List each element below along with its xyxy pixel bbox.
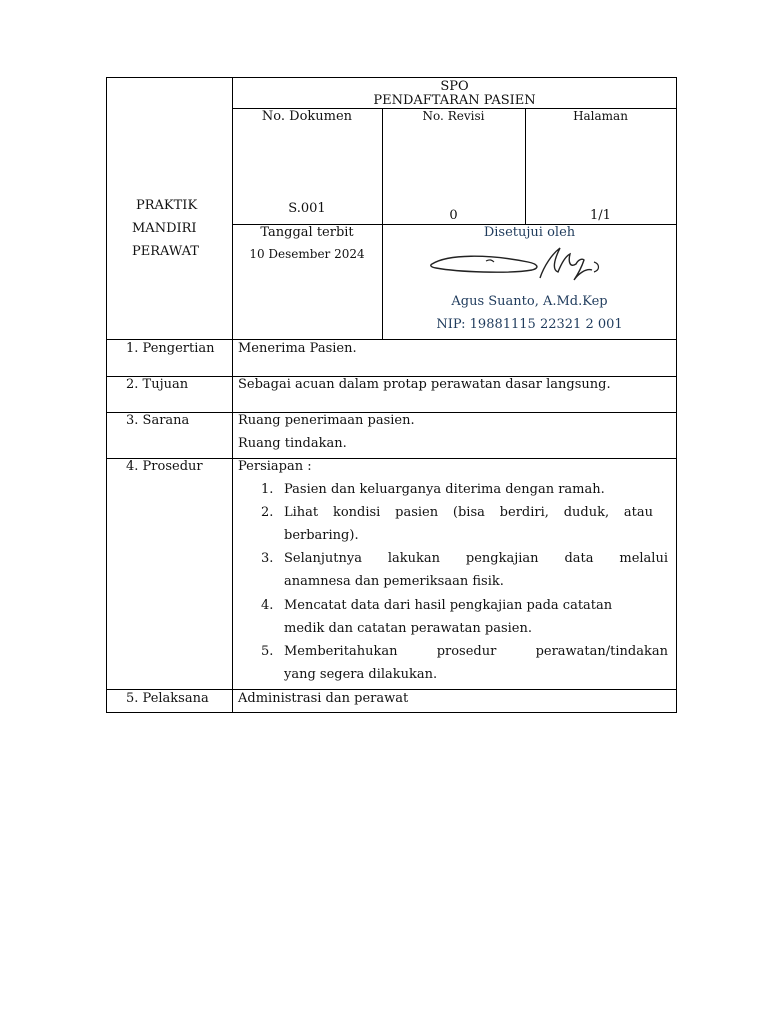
- approver-name: Agus Suanto, A.Md.Kep: [451, 294, 608, 309]
- row-prosedur-label: 4. Prosedur: [126, 459, 203, 474]
- row-sarana-label: 3. Sarana: [126, 413, 190, 428]
- row-pengertian-text: Menerima Pasien.: [238, 341, 357, 356]
- step-number: 3.: [261, 551, 274, 566]
- step-number: 2.: [261, 505, 274, 520]
- step-text-continued: anamnesa dan pemeriksaan fisik.: [284, 574, 504, 589]
- halaman-label: Halaman: [573, 109, 628, 123]
- org-name-line-2: MANDIRI: [132, 221, 197, 236]
- border-row-4: [106, 689, 677, 690]
- row-prosedur-intro: Persiapan :: [238, 459, 312, 474]
- step-text: Pasien dan keluarganya diterima dengan ramah.: [284, 482, 605, 497]
- border-header-bottom: [106, 339, 677, 340]
- step-text-continued: medik dan catatan perawatan pasien.: [284, 621, 533, 636]
- row-pelaksana-text: Administrasi dan perawat: [238, 691, 409, 706]
- tanggal-terbit-value: 10 Desember 2024: [249, 247, 365, 261]
- border-top: [106, 77, 677, 78]
- row-pelaksana-label: 5. Pelaksana: [126, 691, 209, 706]
- step-text-continued: yang segera dilakukan.: [284, 667, 438, 682]
- step-text: Selanjutnya lakukan pengkajian data melalui: [284, 551, 668, 566]
- row-sarana-line-1: Ruang penerimaan pasien.: [238, 413, 415, 428]
- org-name-line-3: PERAWAT: [132, 244, 199, 259]
- no-dokumen-label: No. Dokumen: [261, 109, 353, 124]
- border-label-column: [232, 77, 233, 713]
- step-text: Memberitahukan prosedur perawatan/tindakan: [284, 644, 668, 659]
- step-number: 1.: [261, 482, 274, 497]
- no-dokumen-value: S.001: [288, 201, 326, 216]
- row-pengertian-label: 1. Pengertian: [126, 341, 215, 356]
- row-sarana-line-2: Ruang tindakan.: [238, 436, 347, 451]
- step-number: 5.: [261, 644, 274, 659]
- no-revisi-label: No. Revisi: [422, 109, 485, 123]
- approver-nip: NIP: 19881115 22321 2 001: [436, 317, 623, 332]
- org-name-line-1: PRAKTIK: [136, 198, 198, 213]
- row-tujuan-text: Sebagai acuan dalam protap perawatan dasar langsung.: [238, 377, 611, 392]
- no-revisi-value: 0: [449, 208, 458, 223]
- border-right: [676, 77, 677, 713]
- row-tujuan-label: 2. Tujuan: [126, 377, 189, 392]
- step-text: Lihat kondisi pasien (bisa berdiri, duduk, atau: [284, 505, 653, 520]
- doc-title-spo: SPO: [440, 79, 469, 94]
- step-text: Mencatat data dari hasil pengkajian pada catatan: [284, 598, 613, 613]
- step-text-continued: berbaring).: [284, 528, 359, 543]
- border-left: [106, 77, 107, 713]
- signature-image: [428, 240, 608, 285]
- doc-title: PENDAFTARAN PASIEN: [373, 93, 536, 108]
- halaman-value: 1/1: [590, 208, 611, 223]
- tanggal-terbit-label: Tanggal terbit: [260, 225, 354, 240]
- border-revisi-column: [525, 108, 526, 224]
- step-number: 4.: [261, 598, 274, 613]
- approval-label: Disetujui oleh: [483, 225, 576, 240]
- border-bottom: [106, 712, 677, 713]
